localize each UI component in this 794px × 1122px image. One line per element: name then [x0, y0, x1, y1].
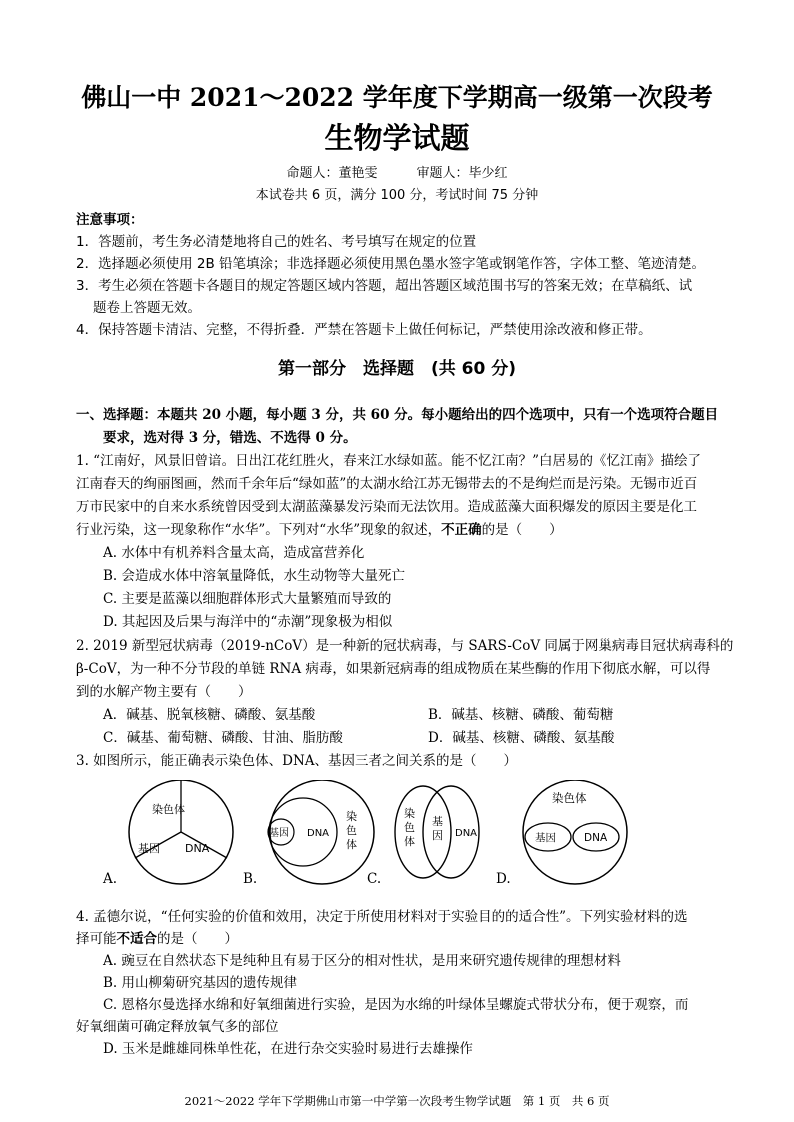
q3-diagrams [95, 780, 695, 890]
q4-option-d: D. 玉米是雌雄同株单性花，在进行杂交实验时易进行去雄操作 [103, 1041, 473, 1057]
q2-stem-line-1: 2. 2019 新型冠状病毒（2019-nCoV）是一种新的冠状病毒，与 SARS-CoV 同属于网巢病毒目冠状病毒科的 [76, 638, 734, 654]
q2-option-c: C．碱基、葡萄糖、磷酸、甘油、脂肪酸 [103, 730, 343, 746]
q4-option-a: A. 豌豆在自然状态下是纯种且有易于区分的相对性状，是用来研究遗传规律的理想材料 [103, 953, 621, 969]
diagram-c-chromosome-label: 染色体 [404, 807, 415, 848]
q1-stem-line-1: 1. “江南好，风景旧曾谙。日出江花红胜火，春来江水绿如蓝。能不忆江南？”白居易的《忆江南》描绘了 [76, 453, 701, 469]
exam-title: 佛山一中 2021～2022 学年度下学期高一级第一次段考 [81, 83, 713, 112]
q1-emphasis: 不正确 [441, 522, 482, 538]
exam-info-line: 本试卷共 6 页，满分 100 分，考试时间 75 分钟 [255, 188, 539, 203]
q1-option-b: B. 会造成水体中溶氧量降低，水生动物等大量死亡 [103, 568, 406, 584]
q4-stem-line-2 [76, 927, 238, 947]
q2-option-d: D．碱基、核糖、磷酸、氨基酸 [428, 730, 615, 746]
diagram-d-dna-label: DNA [584, 832, 608, 844]
diagram-b [268, 780, 374, 884]
q1-stem-line-2: 江南春天的绚丽图画，然而千余年后“绿如蓝”的太湖水给江苏无锡带去的不是绚烂而是污染。无锡市近百 [76, 476, 698, 492]
subject-title: 生物学试题 [324, 121, 470, 155]
notice-item-3: 3．考生必须在答题卡各题目的规定答题区域内答题，超出答题区域范围书写的答案无效；在草稿纸、试 [76, 278, 693, 294]
q3-option-a: A. [103, 871, 118, 887]
q1-option-d: D. 其起因及后果与海洋中的“赤潮”现象极为相似 [103, 614, 393, 630]
q1-stem-pre: 行业污染，这一现象称作“水华”。下列对“水华”现象的叙述， [76, 522, 442, 538]
notice-heading: 注意事项： [76, 212, 144, 228]
q2-option-b: B．碱基、核糖、磷酸、葡萄糖 [428, 707, 614, 723]
diagram-d-gene-label: 基因 [535, 832, 556, 844]
diagram-c-dna-label: DNA [455, 828, 478, 839]
q4-stem-post: 的是（ ） [157, 931, 238, 947]
q3-option-d: D. [496, 871, 511, 887]
notice-item-1: 1．答题前，考生务必清楚地将自己的姓名、考号填写在规定的位置 [76, 234, 477, 250]
diagram-c [395, 786, 479, 878]
q2-stem-line-2: β-CoV，为一种不分节段的单链 RNA 病毒，如果新冠病毒的组成物质在某些酶的作用下彻底水解，可以得 [76, 661, 711, 677]
diagram-c-gene-label: 基因 [432, 815, 443, 842]
diagram-b-chromosome-label: 染色体 [346, 810, 357, 851]
q1-option-c: C. 主要是蓝藻以细胞群体形式大量繁殖而导致的 [103, 591, 392, 607]
q3-option-b: B. [243, 871, 258, 887]
q1-stem-post: 的是（ ） [481, 522, 563, 538]
q1-stem-line-4 [76, 518, 563, 538]
q4-stem-line-1: 4. 孟德尔说，“任何实验的价值和效用，决定于所使用材料对于实验目的的适合性”。下列实验材料的选 [76, 909, 688, 925]
section-instruction-1: 一、选择题：本题共 20 小题，每小题 3 分，共 60 分。每小题给出的四个选项中，只有一个选项符合题目 [76, 407, 719, 423]
part-one-heading: 第一部分 选择题 (共 60 分) [277, 359, 517, 379]
q4-stem-pre: 择可能 [76, 931, 117, 947]
authors-line: 命题人：董艳雯 审题人：毕少红 [286, 166, 508, 181]
q2-stem-line-3: 到的水解产物主要有（ ） [76, 684, 252, 700]
diagram-a-gene-label: 基因 [138, 842, 160, 855]
q3-stem: 3. 如图所示，能正确表示染色体、DNA、基因三者之间关系的是（ ） [76, 753, 518, 769]
diagram-b-dna-label: DNA [307, 828, 330, 839]
q1-stem-line-3: 万市民家中的自来水系统曾因受到太湖蓝藻暴发污染而无法饮用。造成蓝藻大面积爆发的原因主要是化工 [76, 499, 697, 515]
section-instruction-2: 要求，选对得 3 分，错选、不选得 0 分。 [103, 430, 357, 446]
q4-option-c: C. 恩格尔曼选择水绵和好氧细菌进行实验，是因为水绵的叶绿体呈螺旋式带状分布，便于观察，而 [103, 997, 689, 1013]
q2-option-a: A．碱基、脱氧核糖、磷酸、氨基酸 [103, 707, 316, 723]
diagram-b-gene-label: 基因 [269, 828, 289, 839]
page-footer: 2021～2022 学年下学期佛山市第一中学第一次段考生物学试题 第 1 页 共 6 页 [184, 1094, 610, 1108]
q4-option-c-cont: 好氧细菌可确定释放氧气多的部位 [76, 1019, 279, 1035]
notice-item-2: 2．选择题必须使用 2B 铅笔填涂；非选择题必须使用黑色墨水签字笔或钢笔作答，字体工整、笔迹清楚。 [76, 256, 706, 272]
diagram-a [129, 780, 233, 884]
q4-option-b: B. 用山柳菊研究基因的遗传规律 [103, 975, 298, 991]
diagram-a-dna-label: DNA [185, 842, 210, 855]
q1-option-a: A. 水体中有机养料含量太高，造成富营养化 [103, 545, 365, 561]
q4-emphasis: 不适合 [116, 931, 157, 947]
notice-item-4: 4．保持答题卡清洁、完整，不得折叠．严禁在答题卡上做任何标记，严禁使用涂改液和修正带。 [76, 322, 652, 338]
notice-item-3-cont: 题卷上答题无效。 [93, 300, 201, 316]
diagram-a-chromosome-label: 染色体 [152, 803, 185, 816]
diagram-d [523, 780, 627, 884]
diagram-d-chromosome-label: 染色体 [552, 791, 587, 805]
q3-option-c: C. [367, 871, 382, 887]
